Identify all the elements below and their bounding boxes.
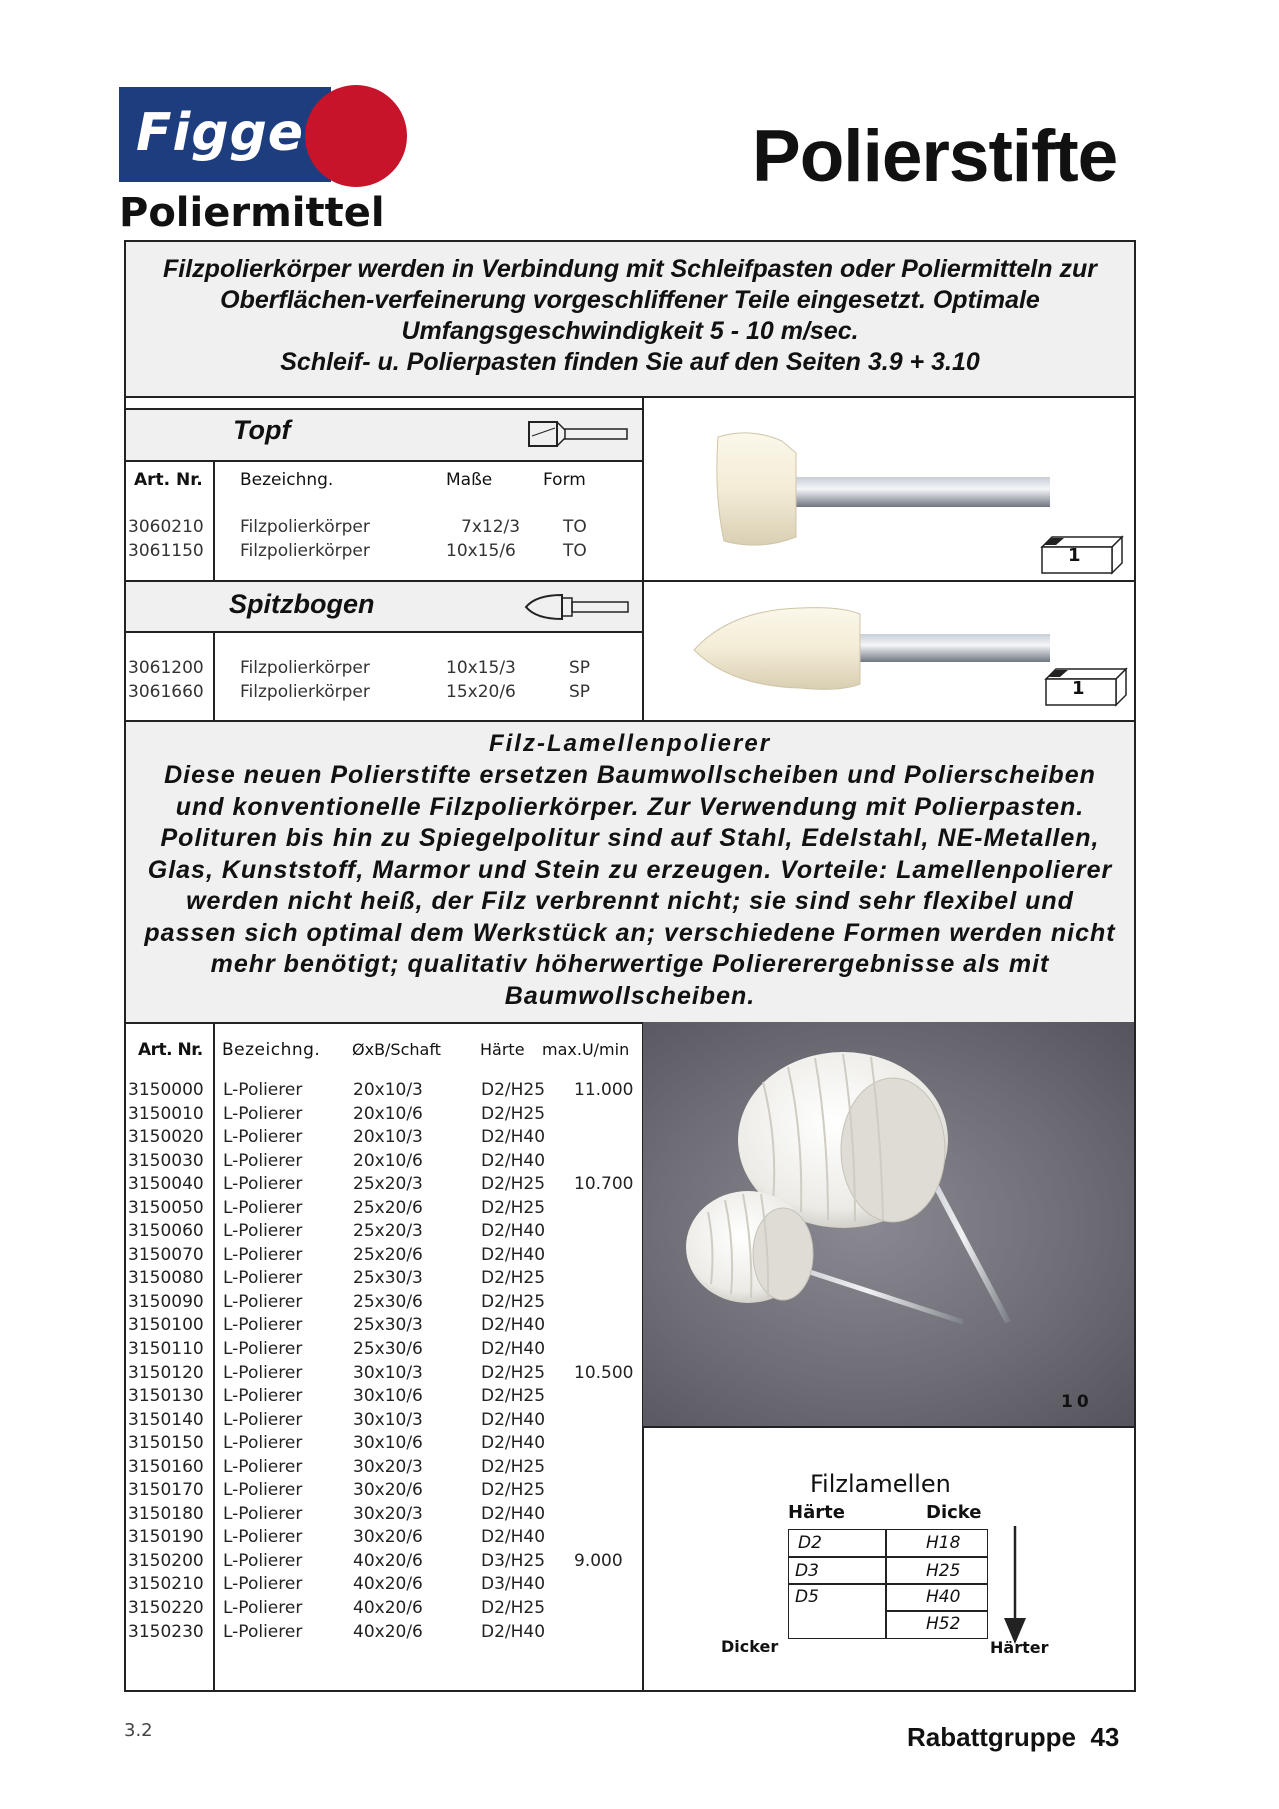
- ltable-cell-maxrpm: 10.500: [574, 1362, 634, 1383]
- ltable-cell-artnr: 3150160: [128, 1456, 204, 1477]
- ltable-cell-bez: L-Polierer: [223, 1174, 303, 1195]
- spitzbogen-row-masse: 10x15/3: [446, 658, 516, 678]
- ltable-cell-schaft: 40x20/6: [353, 1574, 423, 1595]
- ltable-cell-artnr: 3150170: [128, 1480, 204, 1501]
- spitzbogen-row-artnr: 3061660: [128, 682, 204, 702]
- filzlamellen-col-haerte: Härte: [788, 1502, 845, 1523]
- ltable-cell-haerte: D2/H40: [481, 1244, 546, 1265]
- ltable-cell-artnr: 3150230: [128, 1621, 204, 1642]
- intro-paragraph: [126, 242, 1134, 378]
- ltable-cell-schaft: 25x30/3: [353, 1315, 423, 1336]
- ltable-cell-haerte: D2/H25: [481, 1291, 546, 1312]
- spitzbogen-product-image: [690, 600, 1060, 710]
- arrow-down-icon: [1000, 1524, 1030, 1646]
- ltable-cell-schaft: 30x10/3: [353, 1409, 423, 1430]
- topf-row-bez: Filzpolierkörper: [240, 517, 370, 537]
- ltable-cell-haerte: D2/H40: [481, 1503, 546, 1524]
- ltable-cell-schaft: 40x20/6: [353, 1621, 423, 1642]
- ltable-cell-haerte: D2/H25: [481, 1103, 546, 1124]
- ltable-col-haerte: Härte: [480, 1040, 525, 1059]
- pack-box-icon: [1040, 533, 1125, 575]
- ltable-cell-artnr: 3150210: [128, 1574, 204, 1595]
- ltable-cell-haerte: D3/H25: [481, 1550, 546, 1571]
- spitzbogen-row-bez: Filzpolierkörper: [240, 682, 370, 702]
- ltable-cell-bez: L-Polierer: [223, 1550, 303, 1571]
- ltable-cell-artnr: 3150110: [128, 1339, 204, 1360]
- ltable-cell-bez: L-Polierer: [223, 1291, 303, 1312]
- ltable-cell-haerte: D2/H25: [481, 1480, 546, 1501]
- ltable-cell-haerte: D2/H25: [481, 1080, 546, 1100]
- lamellen-photo: [643, 1022, 1134, 1426]
- spitzbogen-row-bez: Filzpolierkörper: [240, 658, 370, 678]
- ltable-cell-schaft: 30x10/6: [353, 1386, 423, 1407]
- ltable-cell-bez: L-Polierer: [223, 1433, 303, 1454]
- spitzbogen-pack-qty: 1: [1072, 678, 1085, 699]
- topf-row-artnr: 3060210: [128, 517, 204, 537]
- divider: [642, 398, 644, 722]
- ltable-cell-bez: L-Polierer: [223, 1315, 303, 1336]
- pack-box-icon: [1044, 665, 1129, 707]
- lamellen-text: Diese neuen Polierstifte ersetzen Baumwollscheiben und Polierscheiben und konventionelle Filzpolierkörper. Zur Verwendung mit Polierpasten. Polituren bis hin zu Spiegelpolitur sind auf Stahl, Edelstahl, NE-Metallen, Glas, Kunststoff, Marmor und Stein zu erzeugen. Vorteile: Lamellenpolierer werden nicht heiß, der Filz verbrennt nicht; sie sind sehr flexibel und passen sich optimal dem Werkstück an; verschiedene Formen werden nicht mehr benötigt; qualitativ höherwertige Poliererergebnisse als mit Baumwollscheiben.: [144, 761, 1116, 1010]
- spitzbogen-row-artnr: 3061200: [128, 658, 204, 678]
- intro-line2: Schleif- u. Polierpasten finden Sie auf den Seiten 3.9 + 3.10: [280, 348, 980, 376]
- ltable-cell-artnr: 3150000: [128, 1080, 204, 1100]
- ltable-cell-schaft: 25x30/6: [353, 1339, 423, 1360]
- ltable-cell-haerte: D2/H25: [481, 1386, 546, 1407]
- ltable-col-bezeichng: Bezeichng.: [222, 1040, 321, 1060]
- ltable-cell-schaft: 30x10/3: [353, 1362, 423, 1383]
- ltable-cell-bez: L-Polierer: [223, 1456, 303, 1477]
- intro-lead: Filzpolierkörper: [163, 255, 351, 283]
- ltable-cell-bez: L-Polierer: [223, 1527, 303, 1548]
- filzlamellen-dicke: H40: [926, 1587, 961, 1607]
- ltable-cell-artnr: 3150130: [128, 1386, 204, 1407]
- ltable-cell-haerte: D2/H40: [481, 1315, 546, 1336]
- topf-pack-qty: 1: [1068, 545, 1081, 566]
- logo-text: Figge: [136, 103, 305, 163]
- ltable-cell-artnr: 3150070: [128, 1244, 204, 1265]
- filzlamellen-label-dicker: Dicker: [721, 1637, 779, 1656]
- ltable-cell-bez: L-Polierer: [223, 1103, 303, 1124]
- ltable-cell-artnr: 3150100: [128, 1315, 204, 1336]
- page-title: Polierstifte: [752, 116, 1118, 197]
- filzlamellen-dicke: H25: [926, 1561, 961, 1581]
- ltable-cell-maxrpm: 11.000: [574, 1080, 634, 1100]
- logo-circle: [305, 85, 407, 187]
- topf-row-masse: 10x15/6: [446, 541, 516, 561]
- ltable-cell-bez: L-Polierer: [223, 1127, 303, 1148]
- ltable-cell-haerte: D2/H25: [481, 1197, 546, 1218]
- ltable-col-schaft: ØxB/Schaft: [352, 1040, 441, 1059]
- ltable-cell-maxrpm: 9.000: [574, 1550, 623, 1571]
- intro-box: [126, 242, 1134, 396]
- divider: [213, 1024, 215, 1690]
- filzlamellen-haerte: D2: [798, 1533, 822, 1553]
- topf-col-bezeichng: Bezeichng.: [240, 470, 334, 490]
- rabattgruppe: Rabattgruppe 43: [907, 1722, 1120, 1752]
- ltable-cell-bez: L-Polierer: [223, 1386, 303, 1407]
- topf-row-bez: Filzpolierkörper: [240, 541, 370, 561]
- divider: [788, 1583, 988, 1585]
- ltable-cell-artnr: 3150180: [128, 1503, 204, 1524]
- ltable-cell-artnr: 3150200: [128, 1550, 204, 1571]
- divider: [213, 461, 215, 581]
- ltable-cell-haerte: D2/H40: [481, 1127, 546, 1148]
- ltable-cell-schaft: 20x10/3: [353, 1080, 423, 1100]
- ltable-cell-haerte: D3/H40: [481, 1574, 546, 1595]
- ltable-col-artnr: Art. Nr.: [138, 1040, 203, 1060]
- ltable-cell-artnr: 3150050: [128, 1197, 204, 1218]
- spitzbogen-heading: Spitzbogen: [229, 589, 375, 619]
- ltable-cell-schaft: 25x20/6: [353, 1244, 423, 1265]
- ltable-cell-bez: L-Polierer: [223, 1503, 303, 1524]
- ltable-cell-bez: L-Polierer: [223, 1362, 303, 1383]
- filzlamellen-haerte: D5: [795, 1587, 819, 1607]
- lamellen-photo-art: [643, 1022, 1134, 1426]
- ltable-cell-bez: L-Polierer: [223, 1409, 303, 1430]
- ltable-cell-schaft: 25x20/6: [353, 1197, 423, 1218]
- ltable-cell-schaft: 30x20/3: [353, 1503, 423, 1524]
- ltable-cell-artnr: 3150030: [128, 1150, 204, 1171]
- filzlamellen-dicke: H18: [926, 1533, 961, 1553]
- ltable-cell-bez: L-Polierer: [223, 1221, 303, 1242]
- ltable-cell-bez: L-Polierer: [223, 1080, 303, 1100]
- topf-col-artnr: Art. Nr.: [134, 470, 203, 490]
- ltable-cell-schaft: 25x30/6: [353, 1291, 423, 1312]
- topf-row-form: TO: [563, 517, 587, 537]
- topf-col-masse: Maße: [446, 470, 493, 490]
- topf-shape-icon: [527, 418, 631, 450]
- filzlamellen-col-dicke: Dicke: [926, 1502, 982, 1523]
- ltable-cell-bez: L-Polierer: [223, 1150, 303, 1171]
- ltable-cell-schaft: 25x20/3: [353, 1174, 423, 1195]
- ltable-cell-artnr: 3150090: [128, 1291, 204, 1312]
- ltable-cell-artnr: 3150150: [128, 1433, 204, 1454]
- spitzbogen-row-masse: 15x20/6: [446, 682, 516, 702]
- divider: [126, 408, 642, 410]
- ltable-cell-artnr: 3150080: [128, 1268, 204, 1289]
- ltable-cell-artnr: 3150120: [128, 1362, 204, 1383]
- ltable-cell-artnr: 3150060: [128, 1221, 204, 1242]
- photo-pack-qty: 10: [1061, 1392, 1093, 1412]
- ltable-cell-haerte: D2/H25: [481, 1362, 546, 1383]
- ltable-cell-schaft: 20x10/6: [353, 1150, 423, 1171]
- divider: [126, 460, 642, 462]
- ltable-cell-bez: L-Polierer: [223, 1197, 303, 1218]
- ltable-cell-schaft: 20x10/6: [353, 1103, 423, 1124]
- ltable-cell-haerte: D2/H40: [481, 1221, 546, 1242]
- divider: [885, 1610, 988, 1612]
- ltable-cell-haerte: D2/H40: [481, 1433, 546, 1454]
- ltable-cell-artnr: 3150010: [128, 1103, 204, 1124]
- ltable-cell-haerte: D2/H40: [481, 1150, 546, 1171]
- ltable-cell-haerte: D2/H40: [481, 1621, 546, 1642]
- ltable-cell-haerte: D2/H25: [481, 1268, 546, 1289]
- ltable-cell-artnr: 3150220: [128, 1598, 204, 1619]
- ltable-cell-artnr: 3150190: [128, 1527, 204, 1548]
- ltable-cell-schaft: 30x20/6: [353, 1480, 423, 1501]
- ltable-cell-bez: L-Polierer: [223, 1268, 303, 1289]
- spitzbogen-row-form: SP: [569, 658, 591, 678]
- ltable-cell-schaft: 20x10/3: [353, 1127, 423, 1148]
- ltable-cell-schaft: 30x20/6: [353, 1527, 423, 1548]
- ltable-cell-haerte: D2/H40: [481, 1409, 546, 1430]
- filzlamellen-dicke: H52: [926, 1614, 961, 1634]
- spitzbogen-shape-icon: [522, 592, 632, 622]
- ltable-cell-bez: L-Polierer: [223, 1480, 303, 1501]
- ltable-cell-artnr: 3150040: [128, 1174, 204, 1195]
- ltable-cell-maxrpm: 10.700: [574, 1174, 634, 1195]
- divider: [788, 1556, 988, 1558]
- topf-col-form: Form: [543, 470, 586, 490]
- divider: [126, 396, 1134, 398]
- ltable-cell-haerte: D2/H25: [481, 1598, 546, 1619]
- topf-product-image: [700, 425, 1060, 575]
- topf-heading: Topf: [233, 415, 291, 445]
- intro-text: werden in Verbindung mit Schleifpasten oder Poliermitteln zur Oberflächen-verfeinerung vorgeschliffener Teile eingesetzt. Optimale Umfangsgeschwindigkeit 5 - 10 m/sec.: [220, 255, 1097, 345]
- ltable-cell-bez: L-Polierer: [223, 1598, 303, 1619]
- ltable-cell-schaft: 25x30/3: [353, 1268, 423, 1289]
- ltable-cell-haerte: D2/H25: [481, 1456, 546, 1477]
- ltable-col-maxrpm: max.U/min: [542, 1040, 630, 1059]
- ltable-cell-schaft: 40x20/6: [353, 1598, 423, 1619]
- divider: [213, 632, 215, 722]
- lamellen-title: Filz-Lamellenpolierer: [488, 730, 772, 757]
- ltable-cell-haerte: D2/H40: [481, 1527, 546, 1548]
- lamellen-box: [126, 722, 1134, 1022]
- brand-subtitle: Poliermittel: [119, 190, 385, 236]
- ltable-cell-bez: L-Polierer: [223, 1574, 303, 1595]
- divider: [126, 631, 642, 633]
- ltable-cell-artnr: 3150140: [128, 1409, 204, 1430]
- filzlamellen-title: Filzlamellen: [810, 1470, 951, 1498]
- ltable-cell-schaft: 25x20/3: [353, 1221, 423, 1242]
- ltable-cell-schaft: 30x20/3: [353, 1456, 423, 1477]
- ltable-cell-haerte: D2/H25: [481, 1174, 546, 1195]
- topf-row-artnr: 3061150: [128, 541, 204, 561]
- ltable-cell-bez: L-Polierer: [223, 1621, 303, 1642]
- topf-row-form: TO: [563, 541, 587, 561]
- divider: [643, 1426, 1134, 1428]
- ltable-cell-artnr: 3150020: [128, 1127, 204, 1148]
- ltable-cell-bez: L-Polierer: [223, 1244, 303, 1265]
- ltable-cell-schaft: 40x20/6: [353, 1550, 423, 1571]
- topf-row-masse: 7x12/3: [461, 517, 521, 537]
- page-number: 3.2: [124, 1720, 153, 1741]
- filzlamellen-haerte: D3: [795, 1561, 819, 1581]
- spitzbogen-row-form: SP: [569, 682, 591, 702]
- ltable-cell-bez: L-Polierer: [223, 1339, 303, 1360]
- ltable-cell-haerte: D2/H40: [481, 1339, 546, 1360]
- ltable-cell-schaft: 30x10/6: [353, 1433, 423, 1454]
- filzlamellen-label-haerter: Härter: [990, 1638, 1049, 1657]
